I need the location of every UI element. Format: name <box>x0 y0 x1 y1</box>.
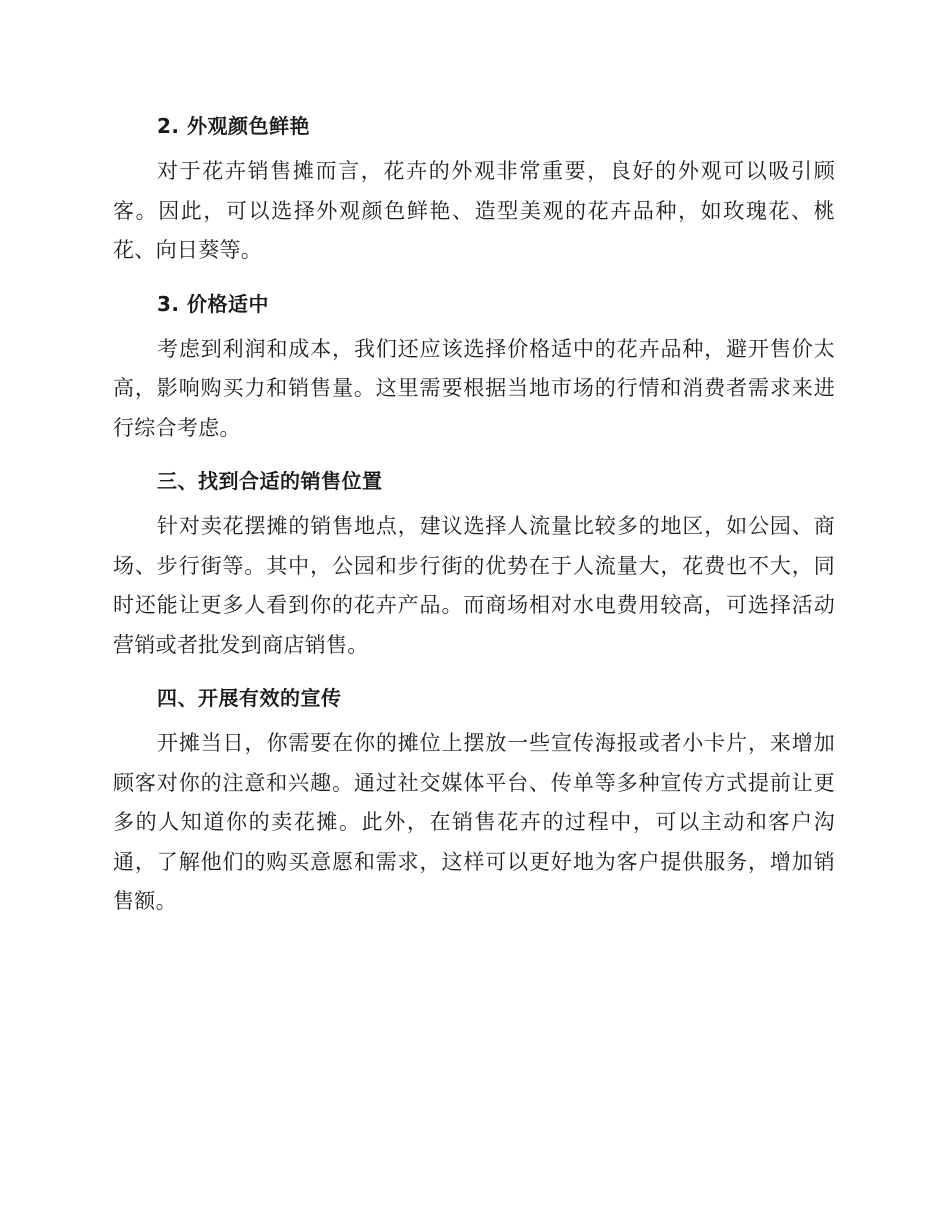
document-body <box>113 106 835 933</box>
section-paragraph-location: 针对卖花摆摊的销售地点，建议选择人流量比较多的地区，如公园、商场、步行街等。其中，公园和步行街的优势在于人流量大，花费也不大，同时还能让更多人看到你的花卉产品。而商场相对水电费用较高，可选择活动营销或者批发到商店销售。 <box>113 514 835 657</box>
section-heading-location: 三、找到合适的销售位置 <box>157 469 383 493</box>
section-heading-promotion: 四、开展有效的宣传 <box>157 686 342 710</box>
section-paragraph-appearance: 对于花卉销售摊而言，花卉的外观非常重要，良好的外观可以吸引顾客。因此，可以选择外观颜色鲜艳、造型美观的花卉品种，如玫瑰花、桃花、向日葵等。 <box>113 159 835 262</box>
section-paragraph-price: 考虑到利润和成本，我们还应该选择价格适中的花卉品种，避开售价太高，影响购买力和销售量。这里需要根据当地市场的行情和消费者需求来进行综合考虑。 <box>113 336 835 440</box>
section-heading-appearance: 2. 外观颜色鲜艳 <box>157 114 310 138</box>
section-heading-price: 3. 价格适中 <box>157 291 269 316</box>
section-paragraph-promotion: 开摊当日，你需要在你的摊位上摆放一些宣传海报或者小卡片，来增加顾客对你的注意和兴趣。通过社交媒体平台、传单等多种宣传方式提前让更多的人知道你的卖花摊。此外，在销售花卉的过程中，可以主动和客户沟通，了解他们的购买意愿和需求，这样可以更好地为客户提供服务，增加销售额。 <box>113 731 835 913</box>
